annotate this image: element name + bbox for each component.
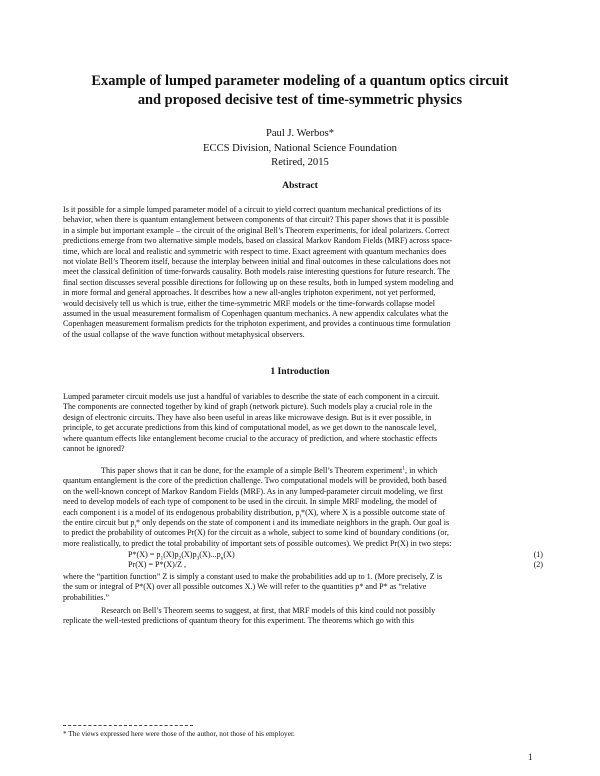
author-name: Paul J. Werbos* [265,128,335,139]
abstract-line: not violate Bell’s Theorem itself, because the interplay between initial and final outcomes in these calculations does not [63,256,451,266]
abstract-line: Is it possible for a simple lumped parameter model of a circuit to yield correct quantum mechanical predictions of its [63,205,442,214]
footnote-divider [63,725,193,726]
equation-text: P*(X) = p [128,550,161,559]
paragraph-line: Research on Bell’s Theorem seems to suggest, at first, that MRF models of this kind could not possibly [101,606,436,615]
section-heading-introduction: 1 Introduction [270,366,330,377]
line-text: the entire circuit but p [63,517,135,527]
equation-text: (X)p [163,550,179,559]
paragraph-line: cannot be ignored? [63,443,125,453]
paragraph-line: The components are connected together by kind of graph (network picture). Such models play a crucial role in the [63,402,433,412]
abstract-line: time, which are local and realistic and symmetric with respect to time. Exact agreement with quantum mechanics does [63,246,447,256]
abstract-line: in more formal and general approaches. It describes how a new all-angles triphoton experiment, not yet performed, [63,288,436,298]
abstract-line: in a simple but important example – the circuit of the original Bell’s Theorem experiments, for ideal polarizers. Correct [63,225,450,235]
line-text: each component i is a model of its endogenous probability distribution, p [63,507,300,517]
equation-text: (X) [223,550,235,559]
paragraph-line: Lumped parameter circuit models use just a handful of variables to describe the state of each component in a circuit. [63,392,440,401]
abstract-line: Copenhagen measurement formalism predicts for the triphoton experiment, and provides a continuous time formulation [63,319,451,329]
paragraph-line: replicate the well-tested predictions of quantum theory for this experiment. The theorems which go with this [63,616,414,626]
subscript: n [220,555,224,562]
equation-text: Pr(X) = P*(X)/Z , [128,560,187,570]
abstract-line: final section discusses several possible directions for following up on these results, both in lumped system modeling and [63,277,454,287]
equation-text: (X)p [181,550,197,559]
paragraph-line [63,518,543,528]
intro-paragraph-2 [63,466,543,549]
paragraph-line: on the well-known concept of Markov Random Fields (MRF). As in any lumped-parameter circuit modeling, we first [63,486,443,496]
paragraph-line: principle, to get accurate predictions from this kind of computational model, as we get down to the nanoscale level, [63,423,437,433]
footnote-marker[interactable]: 1 [402,465,406,472]
paragraph-line: more realistically, to predict the total probability of important sets of possible outcomes). We predict Pr(X) in two steps: [63,538,452,548]
intro-paragraph-1 [63,392,543,454]
paragraph-line: to predict the probability of outcomes Pr(X) for the circuit as a whole, subject to some kind of boundary conditions (or, [63,528,449,538]
equation-2 [128,560,543,570]
footnote: * The views expressed here were those of the author, not those of his employer. [63,729,295,738]
abstract-line: predictions emerge from two alternative simple models, based on classical Markov Random Fields (MRF) across space- [63,236,453,246]
title-line-1: Example of lumped parameter modeling of a quantum optics circuit [91,73,509,89]
paragraph-line: where quantum effects like entanglement become crucial to the accuracy of prediction, and where stochastic effects [63,433,438,443]
equation-number: (1) [533,550,543,559]
paragraph-line: design of electronic circuits. They have also been useful in areas like microwave design. But is it ever possible, in [63,412,432,422]
paragraph-line: need to develop models of each type of component to be used in the circuit. In simple MRF modeling, the model of [63,497,437,507]
abstract-line: assumed in the usual measurement formalism of Copenhagen quantum mechanics. A new appendix calculates what the [63,308,449,318]
intro-paragraph-3 [63,606,543,627]
author-affiliation: ECCS Division, National Science Foundation [203,142,397,154]
equation-text: (X)...p [199,550,221,559]
subscript: i [134,523,136,530]
title-line-2: and proposed decisive test of time-symmetric physics [137,92,463,108]
paragraph-line: quantum entanglement is the core of the prediction challenge. Two computational models will be provided, both based [63,476,447,486]
abstract-body [63,205,543,340]
line-text: *(X), where X is a possible outcome state of [301,507,446,517]
paper-title [40,72,560,110]
abstract-line: behavior, when there is quantum entanglement between components of that circuit? This paper shows that it is possible [63,215,449,225]
subscript: 1 [160,555,164,562]
author-status: Retired, 2015 [271,157,329,168]
paragraph-line [63,508,543,518]
abstract-line: meet the classical definition of time-forwards causality. Both models raise interesting questions for future research. The [63,267,451,277]
intro-paragraph-2-continued [63,572,543,603]
paragraph-line: probabilities.” [63,592,110,602]
equation-block [128,550,543,571]
subscript: i [299,513,302,520]
abstract-heading: Abstract [282,180,318,191]
abstract-line: would decisively tell us which is true, either the time-symmetric MRF models or the time-forwards collapse model [63,298,436,308]
abstract-line: of the usual collapse of the wave function without metaphysical observers. [63,329,305,339]
subscript: 3 [196,555,200,562]
line-text: This paper shows that it can be done, for the example of a simple Bell’s Theorem experiment [101,466,403,475]
page-number: 1 [528,752,533,762]
equation-number: (2) [533,560,543,570]
line-text: , in which [405,466,438,475]
paragraph-line [63,466,543,476]
equation-1 [128,550,543,560]
subscript: 2 [178,555,182,562]
paragraph-line: the sum or integral of P*(X) over all possible outcomes X.) We will refer to the quantities p* and P* as “relative [63,582,427,592]
line-text: * only depends on the state of component i and its immediate neighbors in the graph. Our goal is [136,517,450,527]
paragraph-line: where the “partition function” Z is simply a constant used to make the probabilities add up to 1. (More precisely, Z is [63,572,443,581]
author-block [100,127,500,171]
